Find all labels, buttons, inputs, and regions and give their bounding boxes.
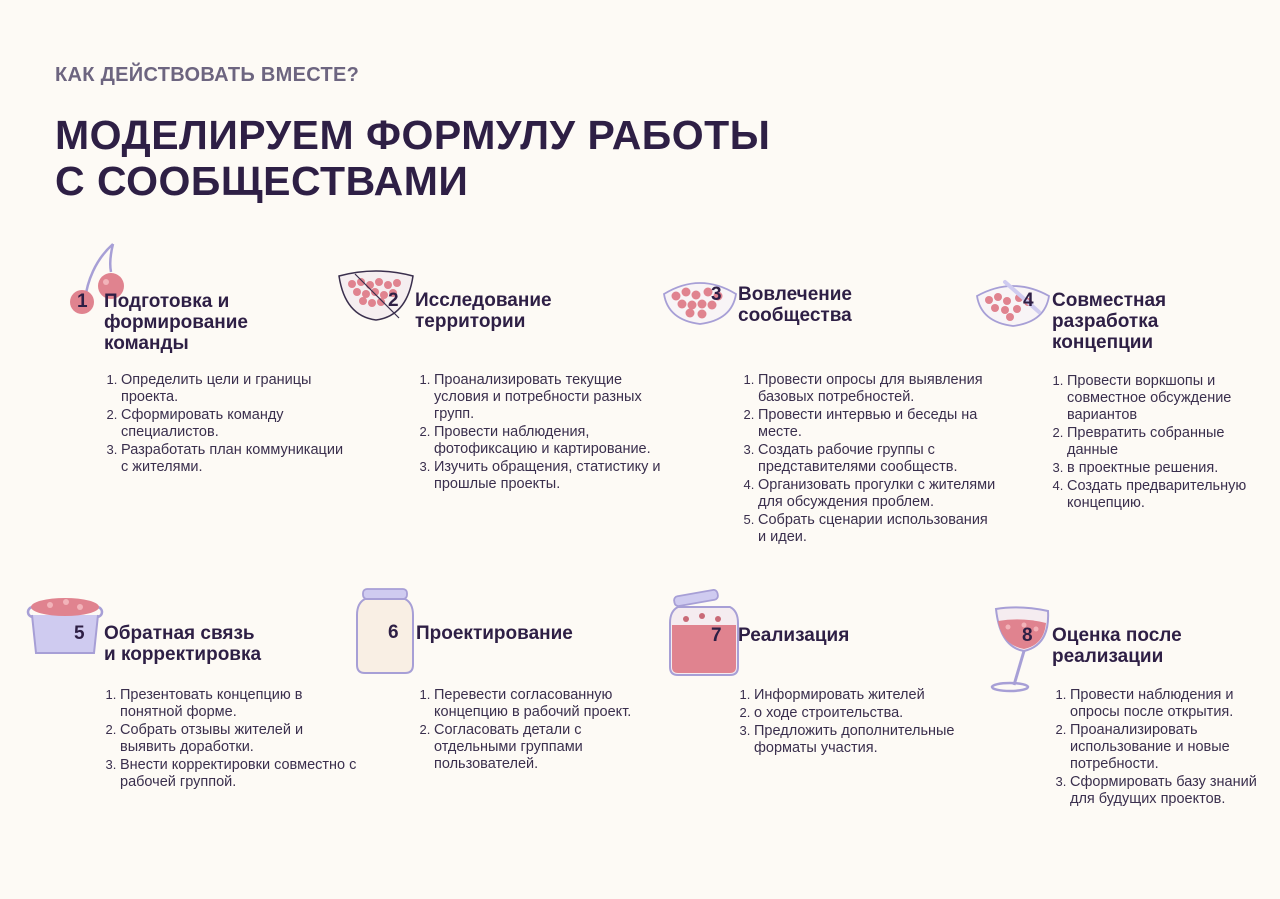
list-item: 3. Изучить обращения, статистику и прошлые проекты.: [434, 458, 674, 493]
step-number: 3: [711, 284, 722, 305]
step-items: [734, 686, 974, 757]
step-title: Реализация: [738, 625, 850, 646]
list-item: 1. Провести воркшопы и совместное обсуждение вариантов: [1067, 372, 1267, 424]
list-item: 2. Собрать отзывы жителей и выявить доработки.: [120, 721, 360, 756]
step-number: 2: [388, 290, 399, 311]
step-title: Совместная разработка концепции: [1052, 290, 1167, 353]
list-item: 3. в проектные решения.: [1067, 459, 1267, 477]
step-items: [101, 371, 351, 476]
title-line-2: С СООБЩЕСТВАМИ: [55, 158, 469, 204]
list-item: 3. Создать рабочие группы с представителями сообществ.: [758, 441, 998, 476]
list-item: 2. Провести наблюдения, фотофиксацию и картирование.: [434, 423, 674, 458]
step-title: Вовлечение сообщества: [738, 284, 852, 326]
list-item: 1. Перевести согласованную концепцию в рабочий проект.: [434, 686, 664, 721]
berry-bowl-icon: [662, 274, 738, 331]
list-item: 4. Организовать прогулки с жителями для обсуждения проблем.: [758, 476, 998, 511]
step-number: 1: [77, 291, 88, 312]
step-number: 6: [388, 622, 399, 643]
step-title: Исследование территории: [415, 290, 552, 332]
berry-sieve-icon: [337, 268, 415, 329]
list-item: 2. Провести интервью и беседы на месте.: [758, 406, 998, 441]
list-item: 3. Сформировать базу знаний для будущих проектов.: [1070, 773, 1280, 808]
list-item: 1. Проанализировать текущие условия и потребности разных групп.: [434, 371, 674, 423]
cooking-pot-icon: [22, 593, 108, 662]
step-number: 5: [74, 623, 85, 644]
wine-glass-icon: [988, 605, 1054, 700]
step-title: Оценка после реализации: [1052, 625, 1182, 667]
list-item: 1. Провести опросы для выявления базовых потребностей.: [758, 371, 998, 406]
step-items: [738, 371, 998, 546]
step-items: [1050, 686, 1280, 808]
list-item: 2. Проанализировать использование и новые потребности.: [1070, 721, 1280, 773]
list-item: 2. Согласовать детали с отдельными группами пользователей.: [434, 721, 664, 773]
step-items: [414, 371, 674, 493]
step-number: 8: [1022, 625, 1033, 646]
empty-jar-icon: [355, 587, 415, 680]
step-title: Проектирование: [416, 623, 573, 644]
list-item: 1. Презентовать концепцию в понятной форме.: [120, 686, 360, 721]
step-items: [414, 686, 664, 773]
list-item: 1. Информировать жителей: [754, 686, 974, 704]
list-item: 1. Определить цели и границы проекта.: [121, 371, 351, 406]
list-item: 2. Сформировать команду специалистов.: [121, 406, 351, 441]
step-items: [1047, 372, 1267, 512]
list-item: 2. Превратить собранные данные: [1067, 424, 1267, 459]
list-item: 2. о ходе строительства.: [754, 704, 974, 722]
page-title: [55, 112, 770, 204]
step-title: Обратная связь и корректировка: [104, 623, 262, 665]
list-item: 3. Предложить дополнительные форматы участия.: [754, 722, 974, 757]
kicker: КАК ДЕЙСТВОВАТЬ ВМЕСТЕ?: [55, 64, 360, 86]
title-line-1: МОДЕЛИРУЕМ ФОРМУЛУ РАБОТЫ: [55, 112, 771, 158]
list-item: 1. Провести наблюдения и опросы после открытия.: [1070, 686, 1280, 721]
step-number: 7: [711, 625, 722, 646]
step-items: [100, 686, 360, 791]
list-item: 4. Создать предварительную концепцию.: [1067, 477, 1267, 512]
step-number: 4: [1023, 290, 1034, 311]
list-item: 5. Собрать сценарии использования и идеи.: [758, 511, 998, 546]
list-item: 3. Внести корректировки совместно с рабочей группой.: [120, 756, 360, 791]
list-item: 3. Разработать план коммуникации с жителями.: [121, 441, 351, 476]
stirring-bowl-icon: [975, 278, 1051, 333]
step-title: Подготовка и формирование команды: [104, 291, 249, 354]
jam-jar-icon: [668, 589, 744, 684]
